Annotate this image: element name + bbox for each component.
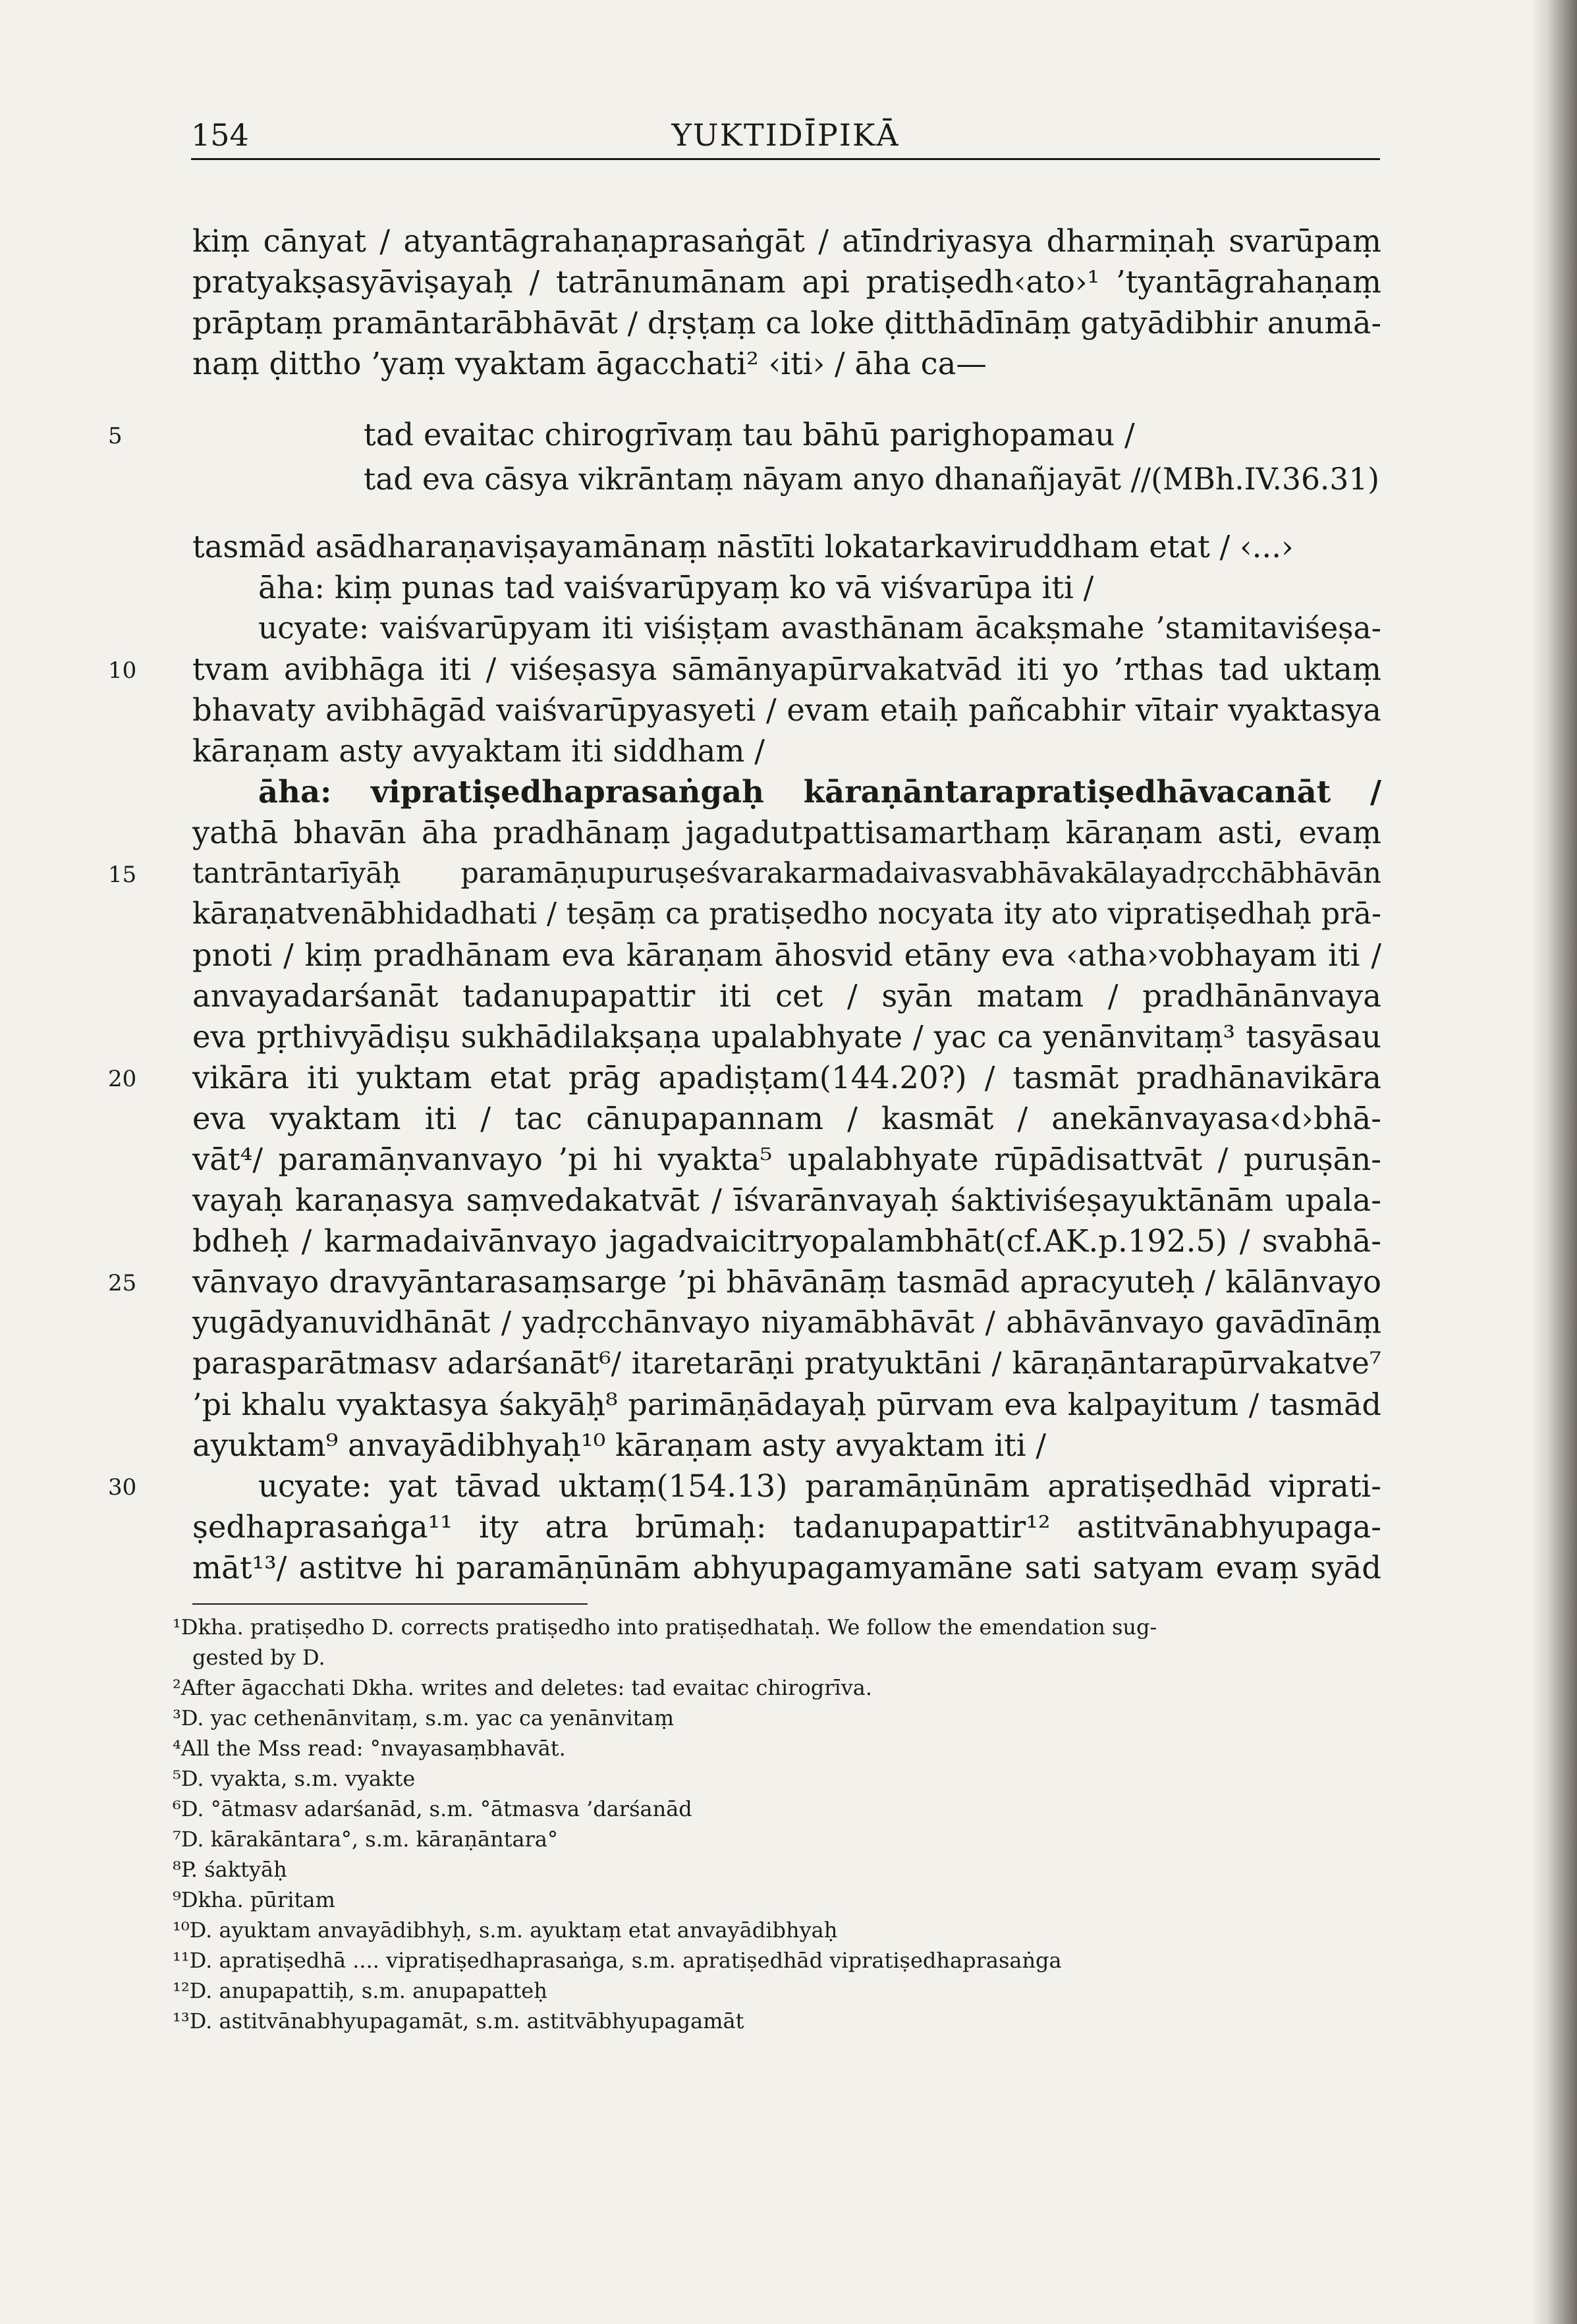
line-number: 10 xyxy=(108,657,137,684)
verse-line: tad evaitac chirogrīvaṃ tau bāhū parighopamau / xyxy=(364,417,1135,453)
book-spine-shadow xyxy=(1531,0,1577,2324)
text-line: yathā bhavān āha pradhānaṃ jagadutpattisamarthaṃ kāraṇam asti, evaṃ xyxy=(192,815,1381,850)
text-line: tantrāntarīyāḥ paramāṇupuruṣeśvarakarmadaivasvabhāvakālayadṛcchābhāvān xyxy=(192,857,1381,890)
text-line: vikāra iti yuktam etat prāg apadiṣṭam(144.20?) / tasmāt pradhānavikāra xyxy=(192,1060,1381,1095)
footnote: ²After āgacchati Dkha. writes and deletes: tad evaitac chirogrīva. xyxy=(173,1675,873,1700)
text-line: yugādyanuvidhānāt / yadṛcchānvayo niyamābhāvāt / abhāvānvayo gavādīnāṃ xyxy=(192,1305,1381,1340)
verse-line: tad eva cāsya vikrāntaṃ nāyam anyo dhanañjayāt //(MBh.IV.36.31) xyxy=(364,462,1380,497)
text-line: kiṃ cānyat / atyantāgrahaṇaprasaṅgāt / atīndriyasya dharmiṇaḥ svarūpaṃ xyxy=(192,223,1381,259)
text-line: pnoti / kiṃ pradhānam eva kāraṇam āhosvid etāny eva ‹atha›vobhayam iti / xyxy=(192,937,1381,973)
page-number: 154 xyxy=(191,117,249,153)
text-line: eva pṛthivyādiṣu sukhādilakṣaṇa upalabhyate / yac ca yenānvitaṃ³ tasyāsau xyxy=(192,1019,1381,1055)
text-line: anvayadarśanāt tadanupapattir iti cet / syān matam / pradhānānvaya xyxy=(192,978,1381,1014)
text-line: kāraṇam asty avyaktam iti siddham / xyxy=(192,733,765,769)
line-number: 30 xyxy=(108,1474,137,1501)
footnote: ⁹Dkha. pūritam xyxy=(173,1887,335,1912)
text-line: kāraṇatvenābhidadhati / teṣāṃ ca pratiṣedho nocyata ity ato vipratiṣedhaḥ prā- xyxy=(192,897,1381,931)
text-line: eva vyaktam iti / tac cānupapannam / kasmāt / anekānvayasa‹d›bhā- xyxy=(192,1101,1381,1136)
text-line: āha: vipratiṣedhaprasaṅgaḥ kāraṇāntarapratiṣedhāvacanāt / xyxy=(258,773,1381,810)
text-line: ayuktam⁹ anvayādibhyaḥ¹⁰ kāraṇam asty avyaktam iti / xyxy=(192,1427,1047,1463)
text-line: vānvayo dravyāntarasaṃsarge ’pi bhāvānāṃ tasmād apracyuteḥ / kālānvayo xyxy=(192,1264,1381,1300)
footnote: ⁸P. śaktyāḥ xyxy=(173,1857,287,1882)
text-line: prāptaṃ pramāntarābhāvāt / dṛṣṭaṃ ca loke ḍitthādīnāṃ gatyādibhir anumā- xyxy=(192,305,1381,341)
text-line: ’pi khalu vyaktasya śakyāḥ⁸ parimāṇādayaḥ pūrvam eva kalpayitum / tasmād xyxy=(192,1387,1381,1422)
line-number: 15 xyxy=(108,862,137,888)
line-number: 20 xyxy=(108,1066,137,1092)
text-line: bdheḥ / karmadaivānvayo jagadvaicitryopalambhāt(cf.AK.p.192.5) / svabhā- xyxy=(192,1223,1381,1259)
text-line: āha: kiṃ punas tad vaiśvarūpyaṃ ko vā viśvarūpa iti / xyxy=(258,570,1094,605)
footnote: ⁵D. vyakta, s.m. vyakte xyxy=(173,1766,416,1791)
footnote: gested by D. xyxy=(192,1645,325,1670)
text-line: bhavaty avibhāgād vaiśvarūpyasyeti / evam etaiḥ pañcabhir vītair vyaktasya xyxy=(192,692,1381,728)
text-line: ucyate: vaiśvarūpyam iti viśiṣṭam avasthānam ācakṣmahe ’stamitaviśeṣa- xyxy=(258,611,1381,646)
footnote: ¹²D. anupapattiḥ, s.m. anupapatteḥ xyxy=(173,1978,547,2003)
text-line: tvam avibhāga iti / viśeṣasya sāmānyapūrvakatvād iti yo ’rthas tad uktaṃ xyxy=(192,651,1381,687)
footnote: ³D. yac cethenānvitaṃ, s.m. yac ca yenānvitaṃ xyxy=(173,1705,675,1730)
footnote-rule xyxy=(192,1603,588,1605)
text-line: ucyate: yat tāvad uktaṃ(154.13) paramāṇūnām apratiṣedhād viprati- xyxy=(258,1468,1381,1504)
line-number: 5 xyxy=(108,423,123,449)
header-rule xyxy=(191,158,1380,160)
text-line: vāt⁴/ paramāṇvanvayo ’pi hi vyakta⁵ upalabhyate rūpādisattvāt / puruṣān- xyxy=(192,1142,1381,1177)
footnote: ¹⁰D. ayuktam anvayādibhyḥ, s.m. ayuktaṃ etat anvayādibhyaḥ xyxy=(173,1918,838,1943)
footnote: ¹Dkha. pratiṣedho D. corrects pratiṣedho into pratiṣedhataḥ. We follow the emendation sug- xyxy=(173,1615,1157,1640)
text-line: māt¹³/ astitve hi paramāṇūnām abhyupagamyamāne sati satyam evaṃ syād xyxy=(192,1550,1381,1586)
footnote: ¹¹D. apratiṣedhā .... vipratiṣedhaprasaṅga, s.m. apratiṣedhād vipratiṣedhaprasaṅga xyxy=(173,1948,1062,1973)
text-line: pratyakṣasyāviṣayaḥ / tatrānumānam api pratiṣedh‹ato›¹ ’tyantāgrahaṇaṃ xyxy=(192,264,1381,300)
footnote: ¹³D. astitvānabhyupagamāt, s.m. astitvābhyupagamāt xyxy=(173,2008,744,2034)
running-title: YUKTIDĪPIKĀ xyxy=(671,117,900,153)
text-line: vayaḥ karaṇasya saṃvedakatvāt / īśvarānvayaḥ śaktiviśeṣayuktānām upala- xyxy=(192,1182,1381,1218)
footnote: ⁴All the Mss read: °nvayasaṃbhavāt. xyxy=(173,1736,566,1761)
running-header xyxy=(191,117,1380,161)
footnote: ⁷D. kārakāntara°, s.m. kāraṇāntara° xyxy=(173,1827,558,1852)
text-line: ṣedhaprasaṅga¹¹ ity atra brūmaḥ: tadanupapattir¹² astitvānabhyupaga- xyxy=(192,1509,1381,1545)
text-line: parasparātmasv adarśanāt⁶/ itaretarāṇi pratyuktāni / kāraṇāntarapūrvakatve⁷ xyxy=(192,1346,1381,1381)
text-line: naṃ ḍittho ’yaṃ vyaktam āgacchati² ‹iti› / āha ca— xyxy=(192,346,987,381)
footnote: ⁶D. °ātmasv adarśanād, s.m. °ātmasva ’darśanād xyxy=(173,1796,692,1821)
text-line: tasmād asādharaṇaviṣayamānaṃ nāstīti lokatarkaviruddham etat / ‹...› xyxy=(192,529,1294,565)
line-number: 25 xyxy=(108,1270,137,1296)
